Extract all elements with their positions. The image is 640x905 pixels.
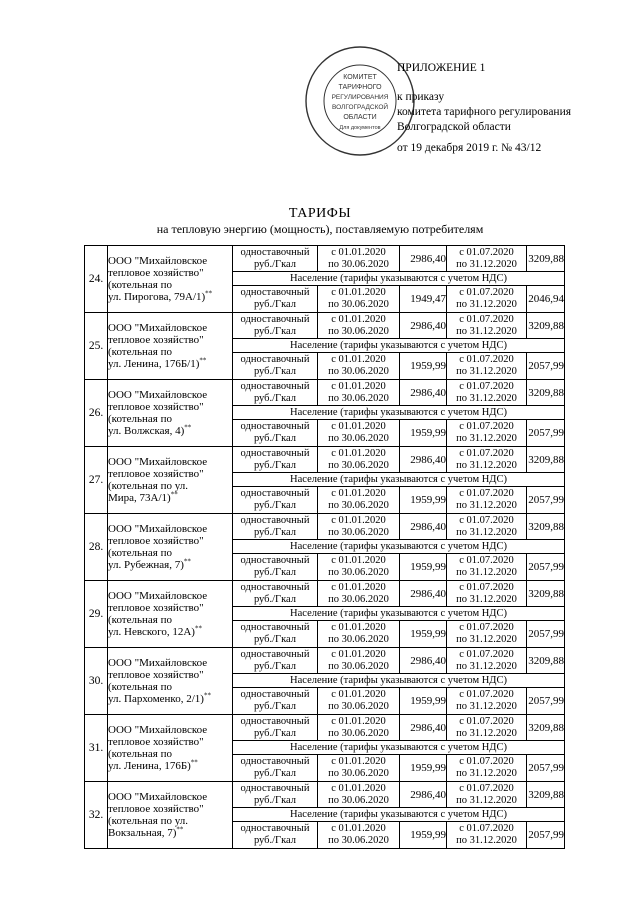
tariff-value-2: 3209,88	[527, 782, 565, 808]
tariff-value-2: 3209,88	[527, 514, 565, 540]
population-value-1: 1959,99	[400, 688, 447, 715]
organization-line: (котельная по	[108, 547, 172, 559]
period-2: с 01.07.2020 по 31.12.2020	[447, 648, 527, 674]
period-2: с 01.07.2020 по 31.12.2020	[447, 246, 527, 272]
organization-line: ООО "Михайловское	[108, 657, 208, 669]
organization-line: ООО "Михайловское	[108, 322, 208, 334]
tariff-value-2: 3209,88	[527, 715, 565, 741]
row-number: 27.	[85, 447, 108, 514]
organization-line: тепловое хозяйство"	[108, 267, 204, 279]
row-number: 25.	[85, 313, 108, 380]
period-1: с 01.01.2020 по 30.06.2020	[318, 648, 400, 674]
organization-line: (котельная по ул.	[108, 815, 188, 827]
organization-line: (котельная по ул.	[108, 480, 188, 492]
tariff-value-1: 2986,40	[400, 581, 447, 607]
organization-line: тепловое хозяйство"	[108, 468, 204, 480]
population-note: Население (тарифы указываются с учетом НДС)	[233, 339, 565, 353]
table-row	[85, 246, 565, 272]
organization-cell	[108, 313, 233, 380]
seal-line: Для документов	[339, 125, 381, 131]
organization-cell	[108, 514, 233, 581]
period-2: с 01.07.2020 по 31.12.2020	[447, 621, 527, 648]
population-value-2: 2046,94	[527, 286, 565, 313]
population-note: Население (тарифы указываются с учетом НДС)	[233, 741, 565, 755]
period-2: с 01.07.2020 по 31.12.2020	[447, 313, 527, 339]
population-value-2: 2057,99	[527, 688, 565, 715]
seal-line: КОМИТЕТ	[343, 74, 377, 81]
order-ref: к приказу	[397, 91, 445, 103]
population-value-1: 1959,99	[400, 487, 447, 514]
organization-line: ул. Невского, 12А)	[108, 626, 195, 638]
tariff-value-2: 3209,88	[527, 246, 565, 272]
tariff-unit: одноставочный руб./Гкал	[233, 420, 318, 447]
organization-cell	[108, 648, 233, 715]
order-date: от 19 декабря 2019 г. № 43/12	[397, 142, 542, 154]
population-value-2: 2057,99	[527, 420, 565, 447]
tariff-unit: одноставочный руб./Гкал	[233, 782, 318, 808]
period-1: с 01.01.2020 по 30.06.2020	[318, 822, 400, 849]
table-row	[85, 447, 565, 473]
row-number: 32.	[85, 782, 108, 849]
table-row	[85, 581, 565, 607]
row-number: 24.	[85, 246, 108, 313]
tariff-unit: одноставочный руб./Гкал	[233, 246, 318, 272]
period-2: с 01.07.2020 по 31.12.2020	[447, 447, 527, 473]
committee-line-2: Волгоградской области	[397, 121, 511, 133]
period-2: с 01.07.2020 по 31.12.2020	[447, 353, 527, 380]
footnote-mark: **	[194, 624, 202, 633]
table-row	[85, 313, 565, 339]
organization-line: Мира, 73А/1)	[108, 492, 171, 504]
tariff-value-1: 2986,40	[400, 313, 447, 339]
seal-line: ВОЛГОГРАДСКОЙ	[331, 104, 389, 111]
row-number: 28.	[85, 514, 108, 581]
period-1: с 01.01.2020 по 30.06.2020	[318, 420, 400, 447]
tariff-value-1: 2986,40	[400, 715, 447, 741]
organization-line: тепловое хозяйство"	[108, 401, 204, 413]
organization-line: ООО "Михайловское	[108, 255, 208, 267]
period-2: с 01.07.2020 по 31.12.2020	[447, 715, 527, 741]
population-value-2: 2057,99	[527, 554, 565, 581]
tariff-unit: одноставочный руб./Гкал	[233, 447, 318, 473]
period-2: с 01.07.2020 по 31.12.2020	[447, 688, 527, 715]
tariff-value-1: 2986,40	[400, 514, 447, 540]
organization-line: (котельная по	[108, 279, 172, 291]
organization-line: ул. Ленина, 176Б)	[108, 760, 191, 772]
organization-line: (котельная по	[108, 614, 172, 626]
footnote-mark: **	[199, 356, 207, 365]
organization-line: ул. Пирогова, 79А/1)	[108, 291, 206, 303]
tariff-value-1: 2986,40	[400, 782, 447, 808]
population-note: Население (тарифы указываются с учетом НДС)	[233, 272, 565, 286]
tariff-unit: одноставочный руб./Гкал	[233, 353, 318, 380]
period-2: с 01.07.2020 по 31.12.2020	[447, 514, 527, 540]
footnote-mark: **	[170, 490, 178, 499]
organization-cell	[108, 380, 233, 447]
period-1: с 01.01.2020 по 30.06.2020	[318, 715, 400, 741]
tariff-unit: одноставочный руб./Гкал	[233, 822, 318, 849]
row-number: 29.	[85, 581, 108, 648]
population-note: Население (тарифы указываются с учетом НДС)	[233, 808, 565, 822]
footnote-mark: **	[184, 423, 192, 432]
document-title: ТАРИФЫ	[288, 206, 352, 221]
period-2: с 01.07.2020 по 31.12.2020	[447, 554, 527, 581]
tariff-unit: одноставочный руб./Гкал	[233, 380, 318, 406]
period-1: с 01.01.2020 по 30.06.2020	[318, 554, 400, 581]
tariff-unit: одноставочный руб./Гкал	[233, 514, 318, 540]
organization-line: ООО "Михайловское	[108, 456, 208, 468]
population-value-1: 1959,99	[400, 621, 447, 648]
period-1: с 01.01.2020 по 30.06.2020	[318, 514, 400, 540]
footnote-mark: **	[190, 758, 198, 767]
organization-cell	[108, 581, 233, 648]
population-note: Население (тарифы указываются с учетом НДС)	[233, 607, 565, 621]
organization-line: тепловое хозяйство"	[108, 535, 204, 547]
period-1: с 01.01.2020 по 30.06.2020	[318, 286, 400, 313]
period-1: с 01.01.2020 по 30.06.2020	[318, 313, 400, 339]
organization-cell	[108, 715, 233, 782]
organization-line: (котельная по	[108, 413, 172, 425]
table-row	[85, 380, 565, 406]
population-value-1: 1949,47	[400, 286, 447, 313]
organization-line: ООО "Михайловское	[108, 523, 208, 535]
population-value-1: 1959,99	[400, 755, 447, 782]
population-value-2: 2057,99	[527, 621, 565, 648]
organization-line: ул. Пархоменко, 2/1)	[108, 693, 204, 705]
tariff-unit: одноставочный руб./Гкал	[233, 688, 318, 715]
organization-line: ООО "Михайловское	[108, 590, 208, 602]
organization-line: тепловое хозяйство"	[108, 736, 204, 748]
appendix-label: ПРИЛОЖЕНИЕ 1	[397, 62, 486, 74]
period-2: с 01.07.2020 по 31.12.2020	[447, 420, 527, 447]
row-number: 30.	[85, 648, 108, 715]
table-row	[85, 715, 565, 741]
period-1: с 01.01.2020 по 30.06.2020	[318, 353, 400, 380]
population-value-2: 2057,99	[527, 755, 565, 782]
organization-cell	[108, 782, 233, 849]
period-1: с 01.01.2020 по 30.06.2020	[318, 380, 400, 406]
period-1: с 01.01.2020 по 30.06.2020	[318, 688, 400, 715]
row-number: 26.	[85, 380, 108, 447]
organization-line: тепловое хозяйство"	[108, 334, 204, 346]
tariff-unit: одноставочный руб./Гкал	[233, 621, 318, 648]
organization-cell	[108, 246, 233, 313]
footnote-mark: **	[203, 691, 211, 700]
population-value-1: 1959,99	[400, 554, 447, 581]
table-row	[85, 782, 565, 808]
period-2: с 01.07.2020 по 31.12.2020	[447, 782, 527, 808]
tariff-value-1: 2986,40	[400, 447, 447, 473]
organization-line: ООО "Михайловское	[108, 389, 208, 401]
population-note: Население (тарифы указываются с учетом НДС)	[233, 540, 565, 554]
tariff-value-2: 3209,88	[527, 380, 565, 406]
period-1: с 01.01.2020 по 30.06.2020	[318, 755, 400, 782]
period-1: с 01.01.2020 по 30.06.2020	[318, 447, 400, 473]
population-value-2: 2057,99	[527, 487, 565, 514]
organization-line: (котельная по	[108, 681, 172, 693]
period-1: с 01.01.2020 по 30.06.2020	[318, 782, 400, 808]
organization-line: тепловое хозяйство"	[108, 803, 204, 815]
organization-line: Вокзальная, 7)	[108, 827, 177, 839]
seal-line: ОБЛАСТИ	[343, 114, 377, 121]
organization-line: ООО "Михайловское	[108, 724, 208, 736]
tariff-value-1: 2986,40	[400, 380, 447, 406]
period-2: с 01.07.2020 по 31.12.2020	[447, 755, 527, 782]
document-subtitle: на тепловую энергию (мощность), поставляемую потребителям	[156, 222, 484, 236]
tariff-unit: одноставочный руб./Гкал	[233, 648, 318, 674]
period-1: с 01.01.2020 по 30.06.2020	[318, 621, 400, 648]
footnote-mark: **	[176, 825, 184, 834]
tariff-unit: одноставочный руб./Гкал	[233, 286, 318, 313]
period-2: с 01.07.2020 по 31.12.2020	[447, 822, 527, 849]
footnote-mark: **	[205, 289, 213, 298]
tariff-unit: одноставочный руб./Гкал	[233, 554, 318, 581]
period-1: с 01.01.2020 по 30.06.2020	[318, 581, 400, 607]
period-2: с 01.07.2020 по 31.12.2020	[447, 581, 527, 607]
table-row	[85, 514, 565, 540]
table-row	[85, 648, 565, 674]
seal-line: РЕГУЛИРОВАНИЯ	[331, 94, 389, 101]
organization-line: ООО "Михайловское	[108, 791, 208, 803]
population-value-2: 2057,99	[527, 822, 565, 849]
tariff-value-2: 3209,88	[527, 447, 565, 473]
committee-line-1: комитета тарифного регулирования	[397, 106, 572, 118]
organization-line: (котельная по	[108, 748, 172, 760]
period-1: с 01.01.2020 по 30.06.2020	[318, 246, 400, 272]
period-1: с 01.01.2020 по 30.06.2020	[318, 487, 400, 514]
organization-line: ул. Ленина, 176Б/1)	[108, 358, 200, 370]
tariff-table	[84, 245, 565, 849]
organization-line: (котельная по	[108, 346, 172, 358]
period-2: с 01.07.2020 по 31.12.2020	[447, 487, 527, 514]
period-2: с 01.07.2020 по 31.12.2020	[447, 286, 527, 313]
row-number: 31.	[85, 715, 108, 782]
appendix-header	[397, 61, 571, 156]
organization-line: ул. Волжская, 4)	[108, 425, 185, 437]
tariff-unit: одноставочный руб./Гкал	[233, 715, 318, 741]
population-value-1: 1959,99	[400, 420, 447, 447]
tariff-value-2: 3209,88	[527, 313, 565, 339]
tariff-unit: одноставочный руб./Гкал	[233, 581, 318, 607]
seal-line: ТАРИФНОГО	[338, 84, 382, 91]
tariff-unit: одноставочный руб./Гкал	[233, 487, 318, 514]
tariff-value-1: 2986,40	[400, 648, 447, 674]
population-note: Население (тарифы указываются с учетом НДС)	[233, 406, 565, 420]
footnote-mark: **	[183, 557, 191, 566]
population-value-1: 1959,99	[400, 822, 447, 849]
organization-cell	[108, 447, 233, 514]
tariff-value-2: 3209,88	[527, 581, 565, 607]
tariff-value-2: 3209,88	[527, 648, 565, 674]
organization-line: тепловое хозяйство"	[108, 602, 204, 614]
tariff-unit: одноставочный руб./Гкал	[233, 755, 318, 782]
tariff-unit: одноставочный руб./Гкал	[233, 313, 318, 339]
population-value-2: 2057,99	[527, 353, 565, 380]
population-note: Население (тарифы указываются с учетом НДС)	[233, 473, 565, 487]
organization-line: ул. Рубежная, 7)	[108, 559, 184, 571]
population-note: Население (тарифы указываются с учетом НДС)	[233, 674, 565, 688]
period-2: с 01.07.2020 по 31.12.2020	[447, 380, 527, 406]
organization-line: тепловое хозяйство"	[108, 669, 204, 681]
population-value-1: 1959,99	[400, 353, 447, 380]
tariff-value-1: 2986,40	[400, 246, 447, 272]
